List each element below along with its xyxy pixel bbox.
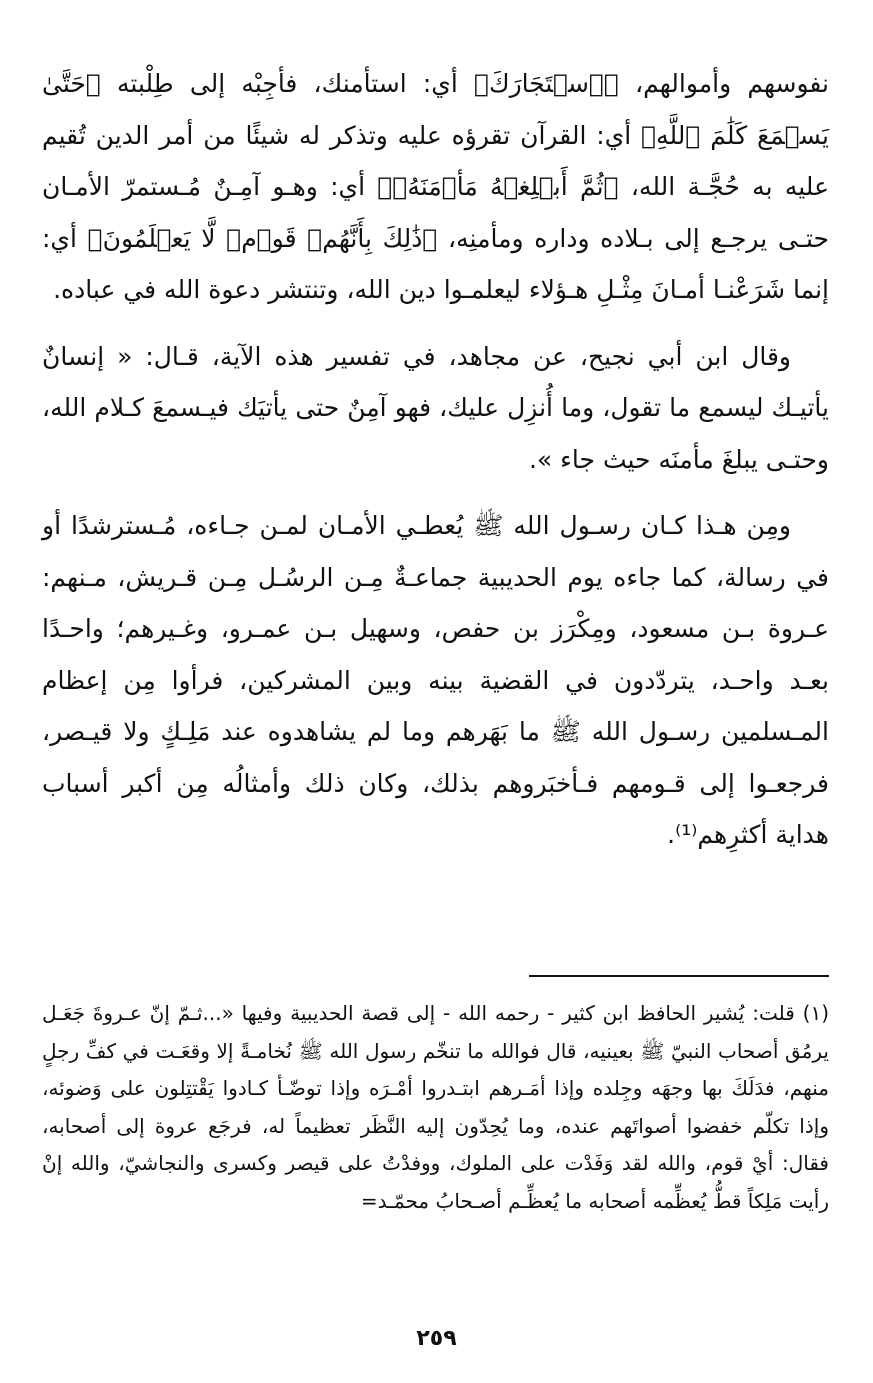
paragraph-3: ومِن هـذا كـان رسـول الله ﷺ يُعطـي الأمـان لمـن جـاءه، مُـسترشدًا أو في رسالة، كما جاءه يوم الحديبية جماعـةٌ مِـن الرسُـل مِـن قـريش، مـنهم: عـروة بـن مسعود، ومِكْرَز بن حفص، وسهيل بـن عمـرو، وغـيرهم؛ واحـدًا بعـد واحـد، يتردّدون في القضية بينه وبين المشركين، فرأوا مِن إعظام المـسلمين رسـول الله ﷺ ما بَهَرهم وما لم يشاهدوه عند مَلِـكٍ ولا قيـصر، فرجعـوا إلى قـومهم فـأخبَروهم بذلك، وكان ذلك وأمثالُه مِن أكبر أسباب هداية أكثرِهم⁽¹⁾. [42,511,829,849]
paragraph-1: نفوسهم وأموالهم، ﴿ٱسۡتَجَارَكَ﴾ أي: استأمنك، فأجِبْه إلى طِلْبته ﴿حَتَّىٰ يَسۡمَعَ كَلَٰمَ ٱللَّهِ﴾ أي: القرآن تقرؤه عليه وتذكر له شيئًا من أمر الدين تُقيم عليه به حُجَّـة الله، ﴿ثُمَّ أَبۡلِغۡهُ مَأۡمَنَهُۥ﴾ أي: وهـو آمِـنٌ مُـستمرّ الأمـان حتـى يرجـع إلى بـلاده وداره ومأمنِه، ﴿ذَٰلِكَ بِأَنَّهُمۡ قَوۡمٞ لَّا يَعۡلَمُونَ﴾ أي: إنما شَرَعْنـا أمـانَ مِثْـلِ هـؤلاء ليعلمـوا دين الله، وتنتشر دعوة الله في عباده. [42,69,829,304]
page-number: ٢٥٩ [416,1326,457,1351]
main-text [42,58,829,861]
footnote-1: (١) قلت: يُشير الحافظ ابن كثير - رحمه الله - إلى قصة الحديبية وفيها «...ثـمّ إنّ عـروةَ جَعَـل يرمُق أصحاب النبيّ ﷺ بعينيه، قال فوالله ما تنخّم رسول الله ﷺ نُخامـةً إلا وقعَـت في كفِّ رجلٍ منهم، فدَلَكَ بها وجهَه وجِلده وإذا أمَـرهم ابتـدروا أمْـرَه وإذا توضّـأ كـادوا يَقْتتِلون على وَضوئه، وإذا تكلّم خفضوا أصواتَهم عنده، وما يُحِدّون إليه النَّظَر تعظيماً له، فرجَع عروة إلى أصحابه، فقال: أيْ قوم، والله لقد وَفَدْت على الملوك، ووفدْتُ على قيصر وكسرى والنجاشيّ، والله إنْ رأيت مَلِكاً قطُّ يُعظِّمه أصحابه ما يُعظِّـم أصـحابُ محمّـد= [42,1001,829,1213]
paragraph-2: وقال ابن أبي نجيح، عن مجاهد، في تفسير هذه الآية، قـال: « إنسانٌ يأتيـك ليسمع ما تقول، وما أُنزِل عليك، فهو آمِنٌ حتى يأتيَك فيـسمعَ كـلام الله، وحتـى يبلغَ مأمنَه حيث جاء ». [42,341,829,474]
footnotes [42,995,829,1220]
footnote-divider [529,975,829,977]
